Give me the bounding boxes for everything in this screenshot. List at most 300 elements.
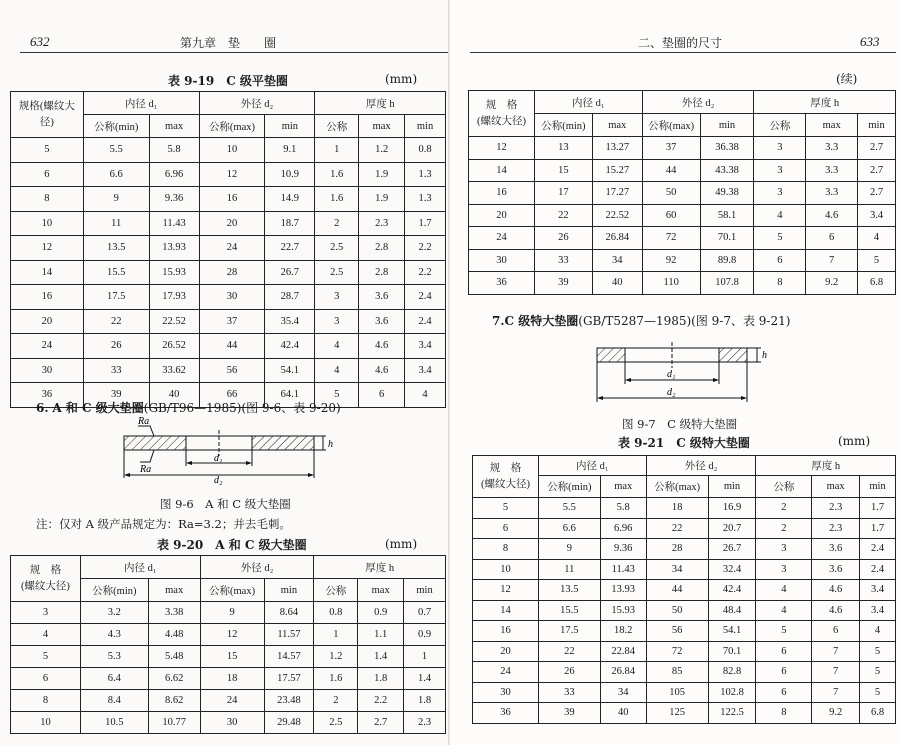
table-row — [473, 682, 896, 703]
header-nom: 公称 — [314, 579, 358, 602]
value-cell: 3.4 — [860, 580, 896, 601]
spec-cell: 8 — [11, 690, 81, 712]
value-cell: 60 — [642, 204, 700, 227]
spec-cell: 20 — [473, 641, 539, 662]
value-cell: 105 — [646, 682, 708, 703]
table-row — [11, 668, 446, 690]
value-cell: 8.4 — [80, 690, 148, 712]
value-cell: 2.5 — [315, 236, 359, 261]
value-cell: 13.5 — [538, 580, 600, 601]
value-cell: 30 — [200, 712, 264, 734]
table-row — [473, 559, 896, 580]
value-cell: 17.27 — [592, 182, 642, 205]
value-cell: 5.8 — [149, 138, 199, 163]
value-cell: 33 — [534, 249, 592, 272]
table-row — [11, 646, 446, 668]
value-cell: 9.36 — [600, 539, 646, 560]
header-thick: 厚度 h — [756, 456, 896, 476]
value-cell: 4 — [858, 227, 896, 250]
page-number: 633 — [860, 34, 880, 49]
value-cell: 1.6 — [315, 162, 359, 187]
value-cell: 13.93 — [600, 580, 646, 601]
value-cell: 2.3 — [812, 498, 860, 519]
value-cell: 26.52 — [149, 334, 199, 359]
table-row — [11, 285, 446, 310]
table-row — [11, 211, 446, 236]
spec-cell: 20 — [469, 204, 535, 227]
table-caption: 表 9-21 C 级特大垫圈 — [618, 436, 750, 450]
value-cell: 32.4 — [708, 559, 756, 580]
spec-cell: 6 — [11, 668, 81, 690]
value-cell: 37 — [642, 137, 700, 160]
value-cell: 1.9 — [359, 187, 405, 212]
value-cell: 1.4 — [358, 646, 404, 668]
value-cell: 8.64 — [264, 602, 314, 624]
value-cell: 13.5 — [83, 236, 149, 261]
value-cell: 9.1 — [265, 138, 315, 163]
value-cell: 7 — [812, 662, 860, 683]
table-row — [473, 498, 896, 519]
table-row — [473, 621, 896, 642]
value-cell: 5.5 — [83, 138, 149, 163]
value-cell: 17.57 — [264, 668, 314, 690]
value-cell: 2.4 — [405, 285, 446, 310]
value-cell: 3.4 — [405, 334, 446, 359]
header-min: min — [404, 579, 446, 602]
value-cell: 9 — [83, 187, 149, 212]
value-cell: 2 — [756, 518, 812, 539]
spec-cell: 16 — [11, 285, 84, 310]
value-cell: 6 — [756, 682, 812, 703]
value-cell: 22 — [538, 641, 600, 662]
header-min: min — [708, 476, 756, 498]
value-cell: 2.3 — [359, 211, 405, 236]
value-cell: 42.4 — [708, 580, 756, 601]
ra-label: Ra — [140, 464, 152, 475]
value-cell: 23.48 — [264, 690, 314, 712]
value-cell: 4.6 — [359, 334, 405, 359]
value-cell: 3 — [754, 182, 806, 205]
header-nom: 公称(min) — [83, 115, 149, 138]
value-cell: 49.38 — [700, 182, 754, 205]
value-cell: 3 — [756, 559, 812, 580]
value-cell: 17.5 — [538, 621, 600, 642]
table-row — [11, 602, 446, 624]
value-cell: 4 — [315, 358, 359, 383]
value-cell: 13 — [534, 137, 592, 160]
value-cell: 3 — [315, 309, 359, 334]
value-cell: 2 — [315, 211, 359, 236]
value-cell: 22 — [646, 518, 708, 539]
value-cell: 15.5 — [83, 260, 149, 285]
value-cell: 5 — [860, 662, 896, 683]
table-row — [473, 580, 896, 601]
value-cell: 1 — [404, 646, 446, 668]
header-nom-max: 公称(max) — [199, 115, 265, 138]
spec-cell: 12 — [469, 137, 535, 160]
running-head: 第九章 垫 圈 — [180, 36, 277, 50]
header-nom-max: 公称(max) — [200, 579, 264, 602]
value-cell: 54.1 — [265, 358, 315, 383]
value-cell: 39 — [83, 383, 149, 408]
value-cell: 4.6 — [359, 358, 405, 383]
d1-label: d₁ — [214, 453, 223, 464]
figure-caption: 图 9-7 C 级特大垫圈 — [622, 417, 738, 431]
value-cell: 16 — [199, 187, 265, 212]
header-nom-max: 公称(max) — [646, 476, 708, 498]
value-cell: 5 — [754, 227, 806, 250]
value-cell: 44 — [199, 334, 265, 359]
value-cell: 6 — [756, 641, 812, 662]
value-cell: 5 — [315, 383, 359, 408]
value-cell: 3 — [315, 285, 359, 310]
value-cell: 30 — [199, 285, 265, 310]
value-cell: 6 — [812, 621, 860, 642]
table-row — [473, 703, 896, 724]
header-inner: 内径 d₁ — [534, 91, 642, 114]
value-cell: 1.6 — [314, 668, 358, 690]
value-cell: 50 — [646, 600, 708, 621]
value-cell: 3.3 — [806, 182, 858, 205]
value-cell: 14.9 — [265, 187, 315, 212]
value-cell: 40 — [600, 703, 646, 724]
value-cell: 17.5 — [83, 285, 149, 310]
header-outer: 外径 d₂ — [646, 456, 756, 476]
value-cell: 4.6 — [812, 580, 860, 601]
value-cell: 18.7 — [265, 211, 315, 236]
value-cell: 44 — [646, 580, 708, 601]
value-cell: 0.8 — [314, 602, 358, 624]
value-cell: 7 — [806, 249, 858, 272]
value-cell: 92 — [642, 249, 700, 272]
value-cell: 3.4 — [405, 358, 446, 383]
value-cell: 24 — [200, 690, 264, 712]
header-nom-max: 公称(max) — [642, 114, 700, 137]
page-number: 632 — [30, 34, 50, 49]
value-cell: 11.43 — [600, 559, 646, 580]
value-cell: 3.6 — [359, 285, 405, 310]
spec-cell: 14 — [473, 600, 539, 621]
value-cell: 13.93 — [149, 236, 199, 261]
value-cell: 22.7 — [265, 236, 315, 261]
value-cell: 3 — [756, 539, 812, 560]
value-cell: 0.9 — [358, 602, 404, 624]
value-cell: 1.8 — [358, 668, 404, 690]
value-cell: 29.48 — [264, 712, 314, 734]
header-nom: 公称 — [315, 115, 359, 138]
spec-cell: 14 — [469, 159, 535, 182]
spec-cell: 5 — [11, 138, 84, 163]
value-cell: 11.43 — [149, 211, 199, 236]
value-cell: 11.57 — [264, 624, 314, 646]
value-cell: 102.8 — [708, 682, 756, 703]
value-cell: 2.2 — [405, 236, 446, 261]
value-cell: 1.4 — [404, 668, 446, 690]
header-max: max — [148, 579, 200, 602]
table-row — [11, 236, 446, 261]
value-cell: 1 — [314, 624, 358, 646]
spec-cell: 30 — [469, 249, 535, 272]
spec-cell: 12 — [11, 236, 84, 261]
value-cell: 3.3 — [806, 137, 858, 160]
table-row — [11, 358, 446, 383]
value-cell: 33 — [83, 358, 149, 383]
value-cell: 26 — [538, 662, 600, 683]
value-cell: 5.5 — [538, 498, 600, 519]
value-cell: 58.1 — [700, 204, 754, 227]
value-cell: 72 — [646, 641, 708, 662]
value-cell: 22.52 — [149, 309, 199, 334]
header-rule — [470, 52, 896, 53]
value-cell: 1.3 — [405, 187, 446, 212]
spec-cell: 16 — [469, 182, 535, 205]
value-cell: 15.93 — [149, 260, 199, 285]
value-cell: 15 — [534, 159, 592, 182]
value-cell: 2.4 — [860, 539, 896, 560]
header-min: min — [264, 579, 314, 602]
value-cell: 18 — [646, 498, 708, 519]
table-9-21 — [472, 455, 896, 724]
value-cell: 2.4 — [860, 559, 896, 580]
value-cell: 40 — [592, 272, 642, 295]
value-cell: 8 — [754, 272, 806, 295]
value-cell: 2.3 — [812, 518, 860, 539]
value-cell: 6.8 — [860, 703, 896, 724]
value-cell: 85 — [646, 662, 708, 683]
table-caption: 表 9-19 C 级平垫圈 — [168, 74, 288, 88]
value-cell: 14.57 — [264, 646, 314, 668]
header-thick: 厚度 h — [754, 91, 896, 114]
value-cell: 6 — [756, 662, 812, 683]
table-9-19 — [10, 91, 446, 408]
value-cell: 2.7 — [358, 712, 404, 734]
value-cell: 3 — [754, 159, 806, 182]
value-cell: 56 — [199, 358, 265, 383]
value-cell: 64.1 — [265, 383, 315, 408]
value-cell: 89.8 — [700, 249, 754, 272]
value-cell: 11 — [538, 559, 600, 580]
value-cell: 4 — [754, 204, 806, 227]
value-cell: 5 — [860, 641, 896, 662]
h-label: h — [762, 350, 767, 361]
value-cell: 3.6 — [359, 309, 405, 334]
value-cell: 26 — [83, 334, 149, 359]
table-row — [469, 249, 896, 272]
d2-label: d₂ — [667, 387, 676, 398]
value-cell: 10.9 — [265, 162, 315, 187]
header-min: min — [405, 115, 446, 138]
table-row — [469, 227, 896, 250]
value-cell: 2.2 — [358, 690, 404, 712]
value-cell: 33 — [538, 682, 600, 703]
spec-cell: 30 — [473, 682, 539, 703]
spec-cell: 24 — [469, 227, 535, 250]
value-cell: 70.1 — [708, 641, 756, 662]
ra-label: Ra — [138, 416, 150, 427]
table-row — [11, 187, 446, 212]
table-row — [473, 518, 896, 539]
value-cell: 1.9 — [359, 162, 405, 187]
value-cell: 2.5 — [314, 712, 358, 734]
header-max: max — [600, 476, 646, 498]
spec-cell: 16 — [473, 621, 539, 642]
value-cell: 16.9 — [708, 498, 756, 519]
running-head: 二、垫圈的尺寸 — [638, 36, 723, 50]
value-cell: 4 — [756, 580, 812, 601]
value-cell: 26.84 — [600, 662, 646, 683]
spec-cell: 4 — [11, 624, 81, 646]
value-cell: 3.6 — [812, 539, 860, 560]
table-note: 注：仅对 A 级产品规定为：Ra=3.2；并去毛刺。 — [36, 517, 291, 531]
value-cell: 34 — [592, 249, 642, 272]
header-inner: 内径 d₁ — [80, 556, 200, 579]
header-thick: 厚度 h — [314, 556, 446, 579]
value-cell: 82.8 — [708, 662, 756, 683]
value-cell: 3.2 — [80, 602, 148, 624]
h-label: h — [328, 439, 333, 450]
table-row — [11, 138, 446, 163]
value-cell: 22.84 — [600, 641, 646, 662]
value-cell: 6 — [754, 249, 806, 272]
figure-caption: 图 9-6 A 和 C 级大垫圈 — [160, 497, 291, 511]
value-cell: 1.1 — [358, 624, 404, 646]
value-cell: 107.8 — [700, 272, 754, 295]
value-cell: 6.6 — [538, 518, 600, 539]
value-cell: 28.7 — [265, 285, 315, 310]
value-cell: 4 — [756, 600, 812, 621]
spec-cell: 6 — [11, 162, 84, 187]
value-cell: 15.27 — [592, 159, 642, 182]
table-9-20-continued — [468, 90, 896, 295]
value-cell: 34 — [646, 559, 708, 580]
value-cell: 44 — [642, 159, 700, 182]
value-cell: 122.5 — [708, 703, 756, 724]
header-thick: 厚度 h — [315, 92, 446, 115]
value-cell: 4.3 — [80, 624, 148, 646]
value-cell: 2 — [314, 690, 358, 712]
spec-cell: 24 — [11, 334, 84, 359]
value-cell: 12 — [199, 162, 265, 187]
header-max: max — [812, 476, 860, 498]
table-row — [473, 641, 896, 662]
value-cell: 26 — [534, 227, 592, 250]
value-cell: 26.7 — [708, 539, 756, 560]
spec-cell: 10 — [11, 712, 81, 734]
value-cell: 6 — [806, 227, 858, 250]
table-row — [11, 690, 446, 712]
value-cell: 15 — [200, 646, 264, 668]
header-nom: 公称(min) — [80, 579, 148, 602]
value-cell: 3.6 — [812, 559, 860, 580]
header-spec: 规 格 (螺纹大径) — [469, 91, 535, 137]
value-cell: 1.7 — [860, 518, 896, 539]
table-row — [469, 182, 896, 205]
value-cell: 3.4 — [858, 204, 896, 227]
value-cell: 2.8 — [359, 260, 405, 285]
value-cell: 9.2 — [806, 272, 858, 295]
header-outer: 外径 d₂ — [199, 92, 315, 115]
header-nom: 公称(min) — [534, 114, 592, 137]
value-cell: 33.62 — [149, 358, 199, 383]
value-cell: 36.38 — [700, 137, 754, 160]
value-cell: 7 — [812, 641, 860, 662]
value-cell: 20 — [199, 211, 265, 236]
value-cell: 22 — [534, 204, 592, 227]
value-cell: 48.4 — [708, 600, 756, 621]
header-max: max — [359, 115, 405, 138]
value-cell: 9.36 — [149, 187, 199, 212]
header-inner: 内径 d₁ — [538, 456, 646, 476]
value-cell: 11 — [83, 211, 149, 236]
d1-label: d₁ — [667, 369, 676, 380]
spec-cell: 36 — [11, 383, 84, 408]
value-cell: 13.27 — [592, 137, 642, 160]
table-row — [11, 162, 446, 187]
spec-cell: 6 — [473, 518, 539, 539]
value-cell: 6.4 — [80, 668, 148, 690]
value-cell: 1.7 — [405, 211, 446, 236]
value-cell: 28 — [646, 539, 708, 560]
value-cell: 22 — [83, 309, 149, 334]
value-cell: 2.4 — [405, 309, 446, 334]
value-cell: 37 — [199, 309, 265, 334]
value-cell: 6.96 — [600, 518, 646, 539]
value-cell: 125 — [646, 703, 708, 724]
value-cell: 42.4 — [265, 334, 315, 359]
spec-cell: 36 — [473, 703, 539, 724]
header-max: max — [806, 114, 858, 137]
value-cell: 54.1 — [708, 621, 756, 642]
table-row — [469, 137, 896, 160]
value-cell: 7 — [812, 682, 860, 703]
value-cell: 1.2 — [314, 646, 358, 668]
value-cell: 3.3 — [806, 159, 858, 182]
value-cell: 2.3 — [404, 712, 446, 734]
value-cell: 2 — [756, 498, 812, 519]
table-caption: 表 9-20 A 和 C 级大垫圈 — [157, 538, 307, 552]
value-cell: 4.6 — [806, 204, 858, 227]
value-cell: 2.7 — [858, 159, 896, 182]
section-heading: 6. A 和 C 级大垫圈(GB/T96—1985)(图 9-6、表 9-20) — [36, 401, 341, 415]
value-cell: 2.5 — [315, 260, 359, 285]
value-cell: 2.8 — [359, 236, 405, 261]
value-cell: 26.84 — [592, 227, 642, 250]
value-cell: 1.7 — [860, 498, 896, 519]
table-9-20 — [10, 555, 446, 734]
header-rule — [20, 52, 448, 53]
value-cell: 1.2 — [359, 138, 405, 163]
spec-cell: 3 — [11, 602, 81, 624]
value-cell: 5.8 — [600, 498, 646, 519]
table-unit: (mm) — [838, 434, 871, 448]
spec-cell: 30 — [11, 358, 84, 383]
value-cell: 6 — [359, 383, 405, 408]
value-cell: 2.7 — [858, 182, 896, 205]
value-cell: 5 — [858, 249, 896, 272]
spec-cell: 8 — [11, 187, 84, 212]
value-cell: 6.8 — [858, 272, 896, 295]
value-cell: 70.1 — [700, 227, 754, 250]
header-min: min — [858, 114, 896, 137]
header-min: min — [700, 114, 754, 137]
header-outer: 外径 d₂ — [200, 556, 314, 579]
value-cell: 8 — [756, 703, 812, 724]
value-cell: 1 — [315, 138, 359, 163]
value-cell: 28 — [199, 260, 265, 285]
d2-label: d₂ — [214, 475, 223, 486]
header-spec: 规 格 (螺纹大径) — [473, 456, 539, 498]
header-spec: 规 格 (螺纹大径) — [11, 556, 81, 602]
